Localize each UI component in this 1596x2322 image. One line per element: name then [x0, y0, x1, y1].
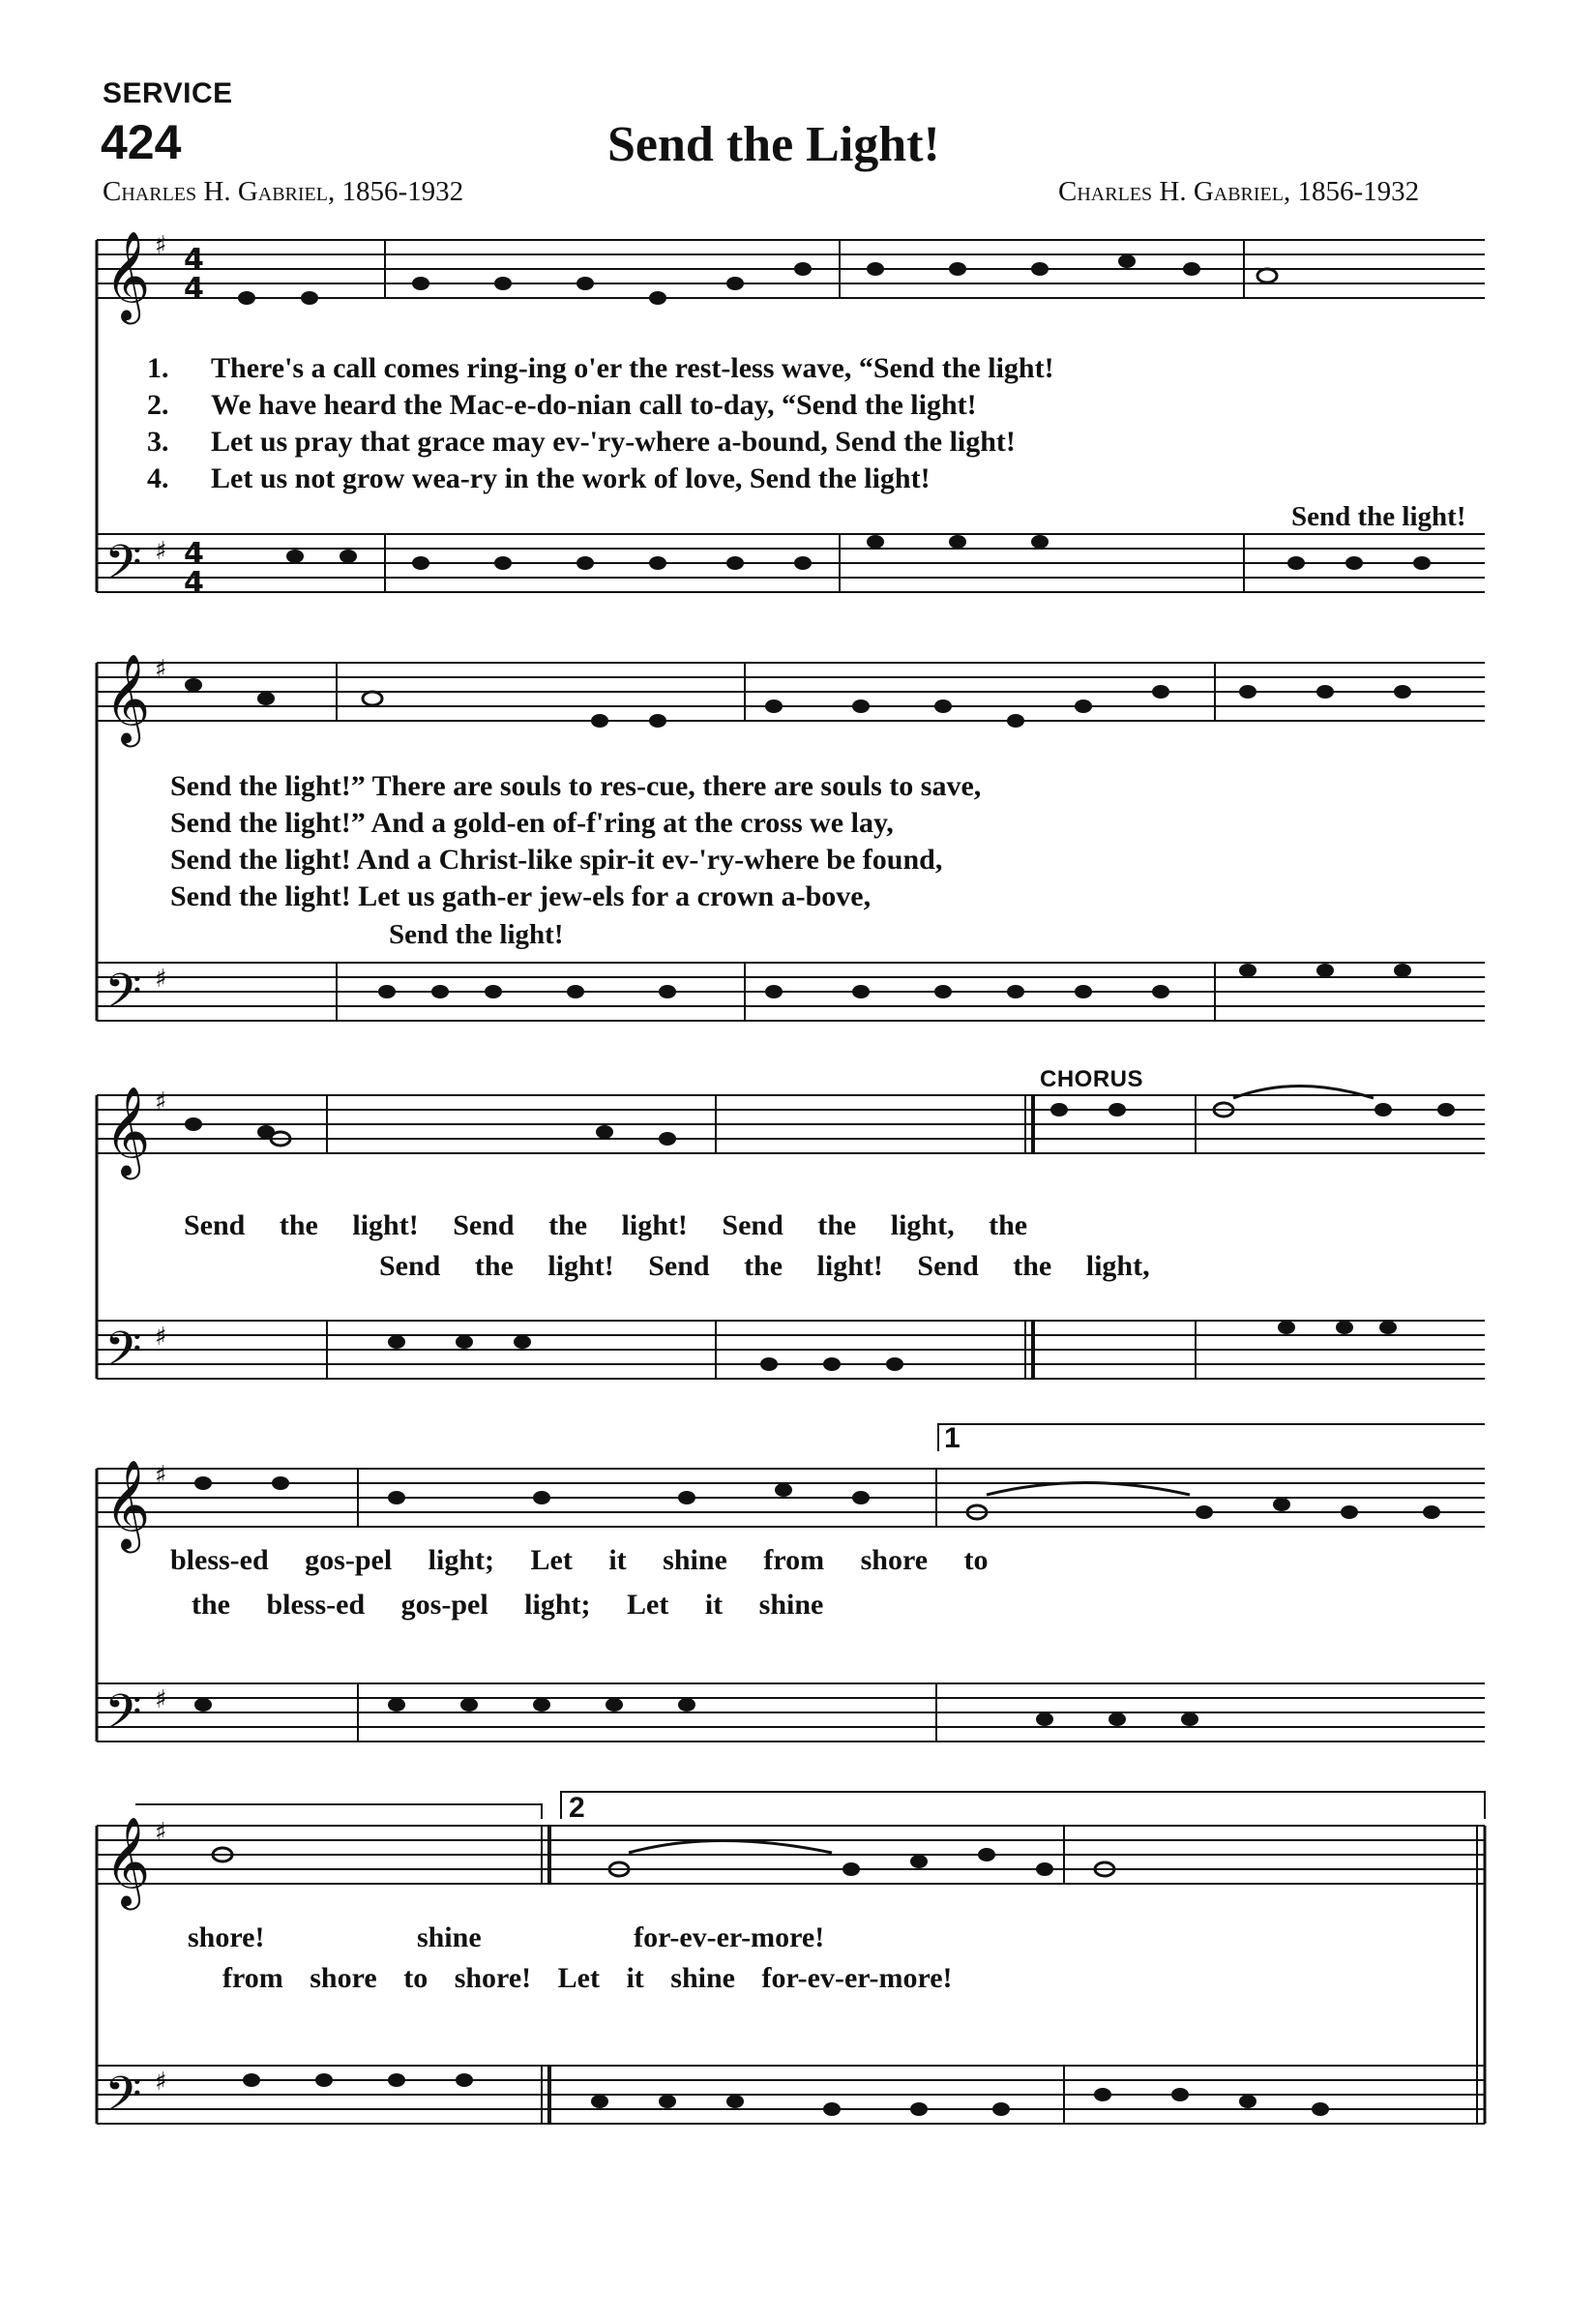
verse-line: Send the light! Let us gath-er jew-els for a crown a-bove, [170, 880, 872, 912]
svg-text:4: 4 [184, 272, 204, 306]
svg-text:𝄞: 𝄞 [104, 1086, 151, 1176]
bass-lyric: from shore to shore! Let it shine for-ev-er-more! [222, 1962, 953, 1994]
chorus-label: CHORUS [1040, 1066, 1144, 1092]
section-label: SERVICE [103, 77, 233, 109]
verse-line: Send the light!” There are souls to res-cue, there are souls to save, [170, 770, 982, 802]
svg-text:𝄢: 𝄢 [104, 964, 142, 1031]
bass-echo-lyric: Send the light! [1291, 501, 1466, 532]
verse-line: There's a call comes ring-ing o'er the rest-less wave, “Send the light! [211, 352, 1054, 384]
verse-line: Send the light!” And a gold-en of-f'ring at the cross we lay, [170, 807, 894, 839]
verse-line: Let us pray that grace may ev-'ry-where a-bound, Send the light! [211, 426, 1016, 458]
svg-text:4: 4 [184, 243, 204, 277]
bass-echo-lyric: Send the light! [389, 919, 564, 950]
svg-text:𝄞: 𝄞 [104, 1459, 151, 1549]
svg-text:4: 4 [184, 566, 204, 600]
svg-text:𝄢: 𝄢 [104, 2067, 142, 2134]
svg-text:♯: ♯ [155, 2068, 167, 2097]
svg-text:♯: ♯ [155, 231, 167, 260]
staff-lines [97, 240, 1485, 2124]
soprano-lyric: bless-ed gos-pel light; Let it shine from shore to [170, 1544, 989, 1576]
verse-line: We have heard the Mac-e-do-nian call to-day, “Send the light! [211, 389, 977, 421]
svg-text:𝄞: 𝄞 [104, 230, 151, 320]
key-time-signatures [155, 231, 204, 2097]
svg-text:𝄢: 𝄢 [104, 1322, 142, 1389]
svg-text:♯: ♯ [155, 1818, 167, 1847]
soprano-lyric: shore! shine for-ev-er-more! [188, 1921, 825, 1953]
music-credit: Charles H. Gabriel, 1856-1932 [1058, 176, 1420, 207]
verse-line: Let us not grow wea-ry in the work of love, Send the light! [211, 462, 931, 494]
verse-line: Send the light! And a Christ-like spir-it ev-'ry-where be found, [170, 844, 943, 876]
verse-number: 2. [147, 389, 169, 421]
svg-text:𝄞: 𝄞 [104, 653, 151, 743]
svg-text:♯: ♯ [155, 1323, 167, 1352]
hymn-number: 424 [101, 115, 182, 169]
svg-text:♯: ♯ [155, 965, 167, 994]
svg-text:♯: ♯ [155, 1461, 167, 1490]
svg-text:♯: ♯ [155, 655, 167, 684]
words-credit: Charles H. Gabriel, 1856-1932 [103, 176, 464, 207]
svg-text:𝄢: 𝄢 [104, 1684, 142, 1752]
soprano-lyric: Send the light! Send the light! Send the light, the [184, 1209, 1028, 1241]
svg-text:4: 4 [184, 537, 204, 571]
svg-text:𝄢: 𝄢 [104, 535, 142, 603]
bass-lyric: Send the light! Send the light! Send the light, [379, 1250, 1150, 1282]
second-ending-label: 2 [569, 1792, 585, 1824]
verse-number: 4. [147, 462, 169, 494]
verse-number: 3. [147, 426, 169, 458]
svg-text:𝄞: 𝄞 [104, 1816, 151, 1906]
first-ending-label: 1 [944, 1422, 961, 1454]
svg-text:♯: ♯ [155, 537, 167, 566]
hymn-title: Send the Light! [607, 117, 940, 172]
verse-number: 1. [147, 352, 169, 384]
svg-text:♯: ♯ [155, 1685, 167, 1714]
clef-glyphs [104, 230, 150, 2134]
bass-lyric: the bless-ed gos-pel light; Let it shine [192, 1589, 824, 1621]
svg-text:♯: ♯ [155, 1087, 167, 1116]
